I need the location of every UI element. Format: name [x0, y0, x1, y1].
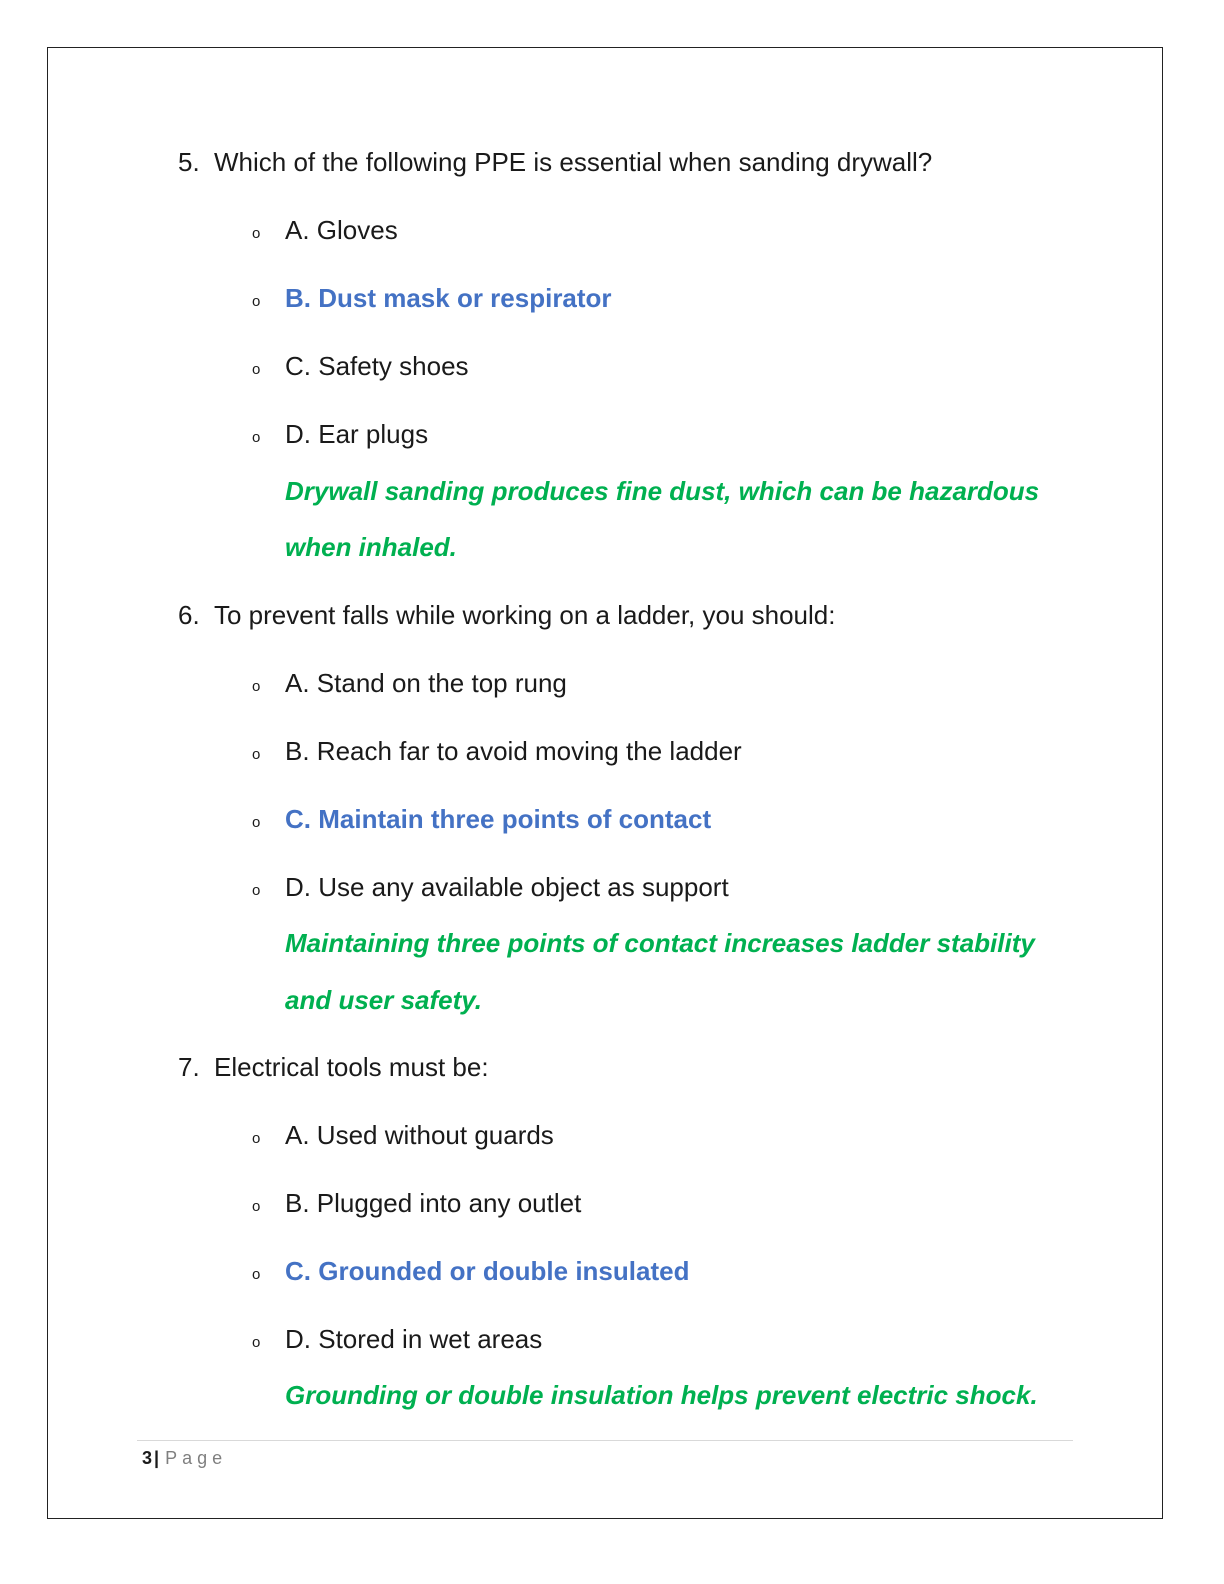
option-5b-correct [252, 282, 612, 318]
option-text: D. Stored in wet areas [285, 1324, 543, 1354]
option-text: B. Dust mask or respirator [285, 283, 612, 313]
footer-divider [137, 1440, 1073, 1441]
question-number: 6. [178, 600, 200, 630]
bullet-icon: o [252, 814, 261, 831]
option-text: A. Gloves [285, 215, 398, 245]
option-text: D. Use any available object as support [285, 872, 729, 902]
option-text: A. Stand on the top rung [285, 668, 567, 698]
option-text: C. Safety shoes [285, 351, 469, 381]
page-number: 3 [142, 1448, 153, 1468]
option-text: B. Reach far to avoid moving the ladder [285, 736, 742, 766]
bullet-icon: o [252, 429, 261, 446]
option-6c-correct [252, 803, 711, 839]
question-6 [178, 599, 835, 631]
bullet-icon: o [252, 746, 261, 763]
explanation-5-line1: Drywall sanding produces fine dust, which can be hazardous [285, 476, 1040, 506]
bullet-icon: o [252, 1334, 261, 1351]
option-5c [252, 350, 469, 386]
option-7b [252, 1187, 581, 1223]
option-text: B. Plugged into any outlet [285, 1188, 582, 1218]
explanation-7-line1: Grounding or double insulation helps prevent electric shock. [285, 1380, 1038, 1410]
option-6b [252, 735, 742, 771]
explanation-6-line1: Maintaining three points of contact increases ladder stability [285, 928, 1035, 958]
option-7c-correct [252, 1255, 689, 1291]
option-5d [252, 418, 428, 454]
option-7a [252, 1119, 554, 1155]
option-6d [252, 871, 729, 907]
question-7 [178, 1051, 489, 1083]
question-text: Which of the following PPE is essential when sanding drywall? [214, 147, 933, 177]
page-label: Page [165, 1448, 228, 1468]
question-text: Electrical tools must be: [214, 1052, 489, 1082]
bullet-icon: o [252, 293, 261, 310]
bullet-icon: o [252, 882, 261, 899]
bullet-icon: o [252, 678, 261, 695]
page-footer [142, 1446, 227, 1470]
question-number: 7. [178, 1052, 200, 1082]
question-text: To prevent falls while working on a ladder, you should: [214, 600, 836, 630]
page-border [47, 47, 1163, 1519]
bullet-icon: o [252, 1266, 261, 1283]
question-number: 5. [178, 147, 200, 177]
bullet-icon: o [252, 361, 261, 378]
bullet-icon: o [252, 1130, 261, 1147]
option-text: C. Grounded or double insulated [285, 1256, 690, 1286]
option-text: A. Used without guards [285, 1120, 554, 1150]
bullet-icon: o [252, 1198, 261, 1215]
option-5a [252, 214, 398, 250]
option-text: D. Ear plugs [285, 419, 429, 449]
bullet-icon: o [252, 225, 261, 242]
question-5 [178, 146, 932, 178]
option-7d [252, 1323, 542, 1359]
explanation-5-line2: when inhaled. [285, 532, 457, 562]
explanation-6-line2: and user safety. [285, 985, 483, 1015]
option-text: C. Maintain three points of contact [285, 804, 712, 834]
footer-separator: | [154, 1448, 160, 1468]
option-6a [252, 667, 567, 703]
